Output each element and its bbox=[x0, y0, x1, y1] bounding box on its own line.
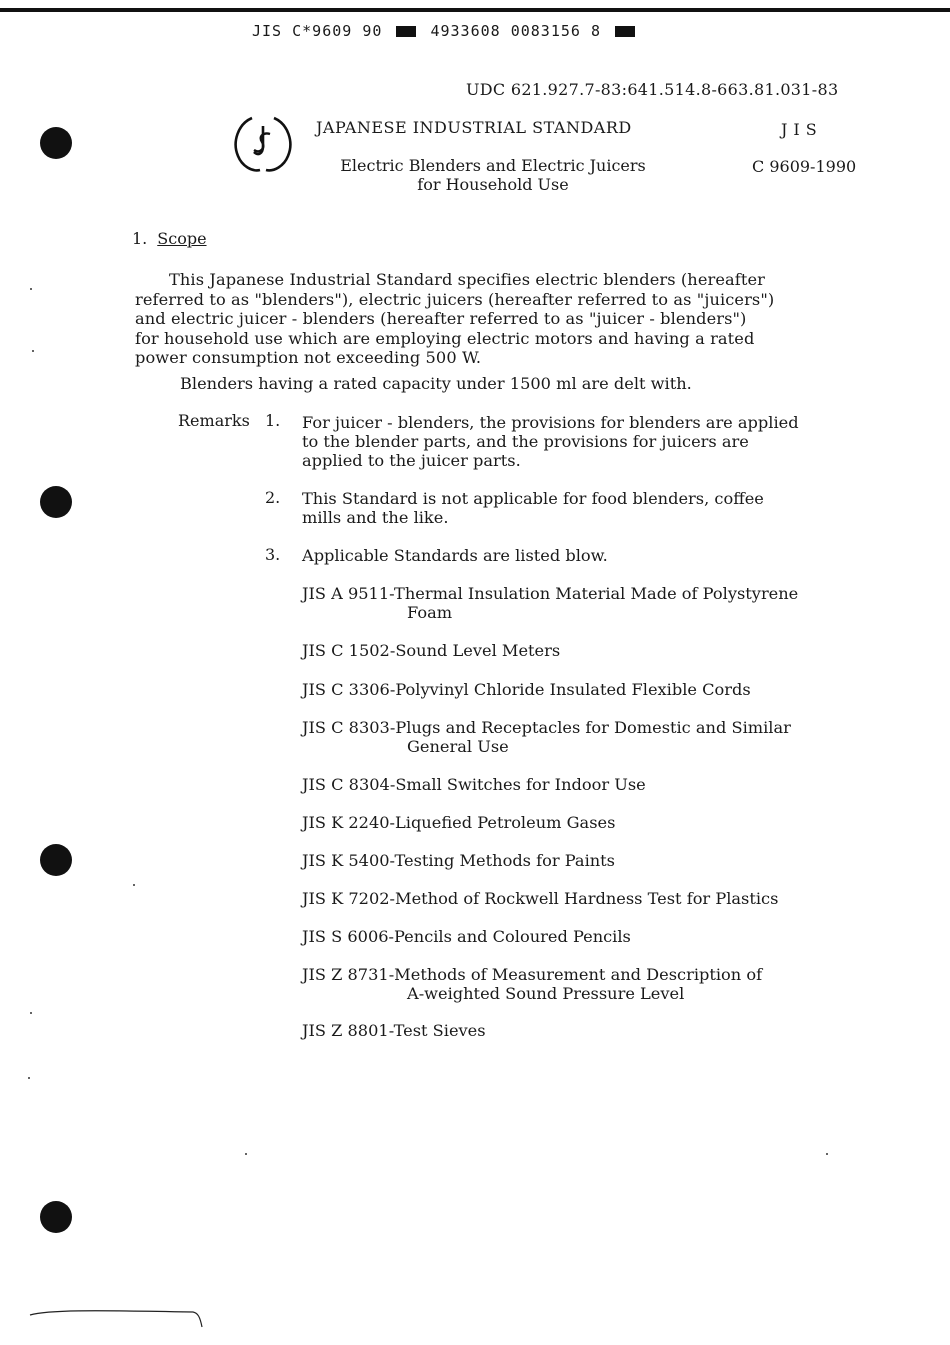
standard-reference bbox=[302, 718, 882, 756]
binder-hole bbox=[40, 1201, 72, 1233]
scan-speck bbox=[245, 1153, 247, 1155]
page-corner-mark bbox=[28, 1309, 203, 1339]
jis-mark: JIS bbox=[781, 120, 823, 139]
remark-line: This Standard is not applicable for food blenders, coffee bbox=[302, 489, 764, 508]
binder-hole bbox=[40, 486, 72, 518]
header-code-left: JIS C*9609 90 bbox=[252, 22, 383, 40]
scan-speck bbox=[133, 884, 135, 886]
paragraph-line: referred to as "blenders"), electric juicers (hereafter referred to as "juicers") bbox=[135, 289, 775, 309]
document-header-code bbox=[252, 22, 639, 40]
standard-reference bbox=[302, 680, 882, 699]
remarks-label: Remarks bbox=[178, 411, 250, 430]
section-heading bbox=[132, 229, 207, 248]
standard-reference-text: JIS A 9511-Thermal Insulation Material Made of Polystyrene bbox=[302, 584, 799, 603]
capacity-paragraph: Blenders having a rated capacity under 1500 ml are delt with. bbox=[180, 374, 692, 393]
paragraph-line: and electric juicer - blenders (hereafter referred to as "juicer - blenders") bbox=[135, 309, 747, 329]
standard-reference-text: JIS C 1502-Sound Level Meters bbox=[302, 641, 561, 660]
binder-hole bbox=[40, 844, 72, 876]
standard-reference bbox=[302, 775, 882, 794]
scan-speck bbox=[30, 288, 32, 290]
standard-reference-text: JIS C 8303-Plugs and Receptacles for Domestic and Similar bbox=[302, 718, 791, 737]
organization-title: JAPANESE INDUSTRIAL STANDARD bbox=[316, 118, 632, 137]
scan-speck bbox=[826, 1153, 828, 1155]
remark-line: For juicer - blenders, the provisions for blenders are applied bbox=[302, 413, 799, 432]
remark-number: 2. bbox=[265, 488, 281, 507]
scan-speck bbox=[30, 1012, 32, 1014]
standard-reference-cont: Foam bbox=[407, 603, 453, 622]
scan-speck bbox=[28, 1077, 30, 1079]
barcode-block bbox=[396, 26, 416, 37]
remark-line: mills and the like. bbox=[302, 508, 449, 527]
scope-paragraph bbox=[135, 270, 875, 368]
standard-reference-text: JIS S 6006-Pencils and Coloured Pencils bbox=[302, 927, 631, 946]
standard-reference bbox=[302, 889, 882, 908]
standard-reference-cont: A-weighted Sound Pressure Level bbox=[407, 984, 685, 1003]
standard-reference-text: JIS K 2240-Liquefied Petroleum Gases bbox=[302, 813, 616, 832]
standard-title-line1: Electric Blenders and Electric Juicers bbox=[340, 156, 646, 175]
remark-text bbox=[302, 413, 882, 470]
standard-number: C 9609-1990 bbox=[752, 157, 857, 176]
jis-logo-icon bbox=[230, 112, 296, 178]
remark-text bbox=[302, 489, 882, 527]
standard-reference bbox=[302, 813, 882, 832]
standard-title bbox=[318, 156, 668, 194]
standard-reference bbox=[302, 965, 882, 1003]
paragraph-line: for household use which are employing electric motors and having a rated bbox=[135, 328, 755, 348]
standard-reference bbox=[302, 851, 882, 870]
remark-line: applied to the juicer parts. bbox=[302, 451, 521, 470]
remark-number: 1. bbox=[265, 411, 281, 430]
paragraph-line: power consumption not exceeding 500 W. bbox=[135, 348, 482, 368]
top-border bbox=[0, 8, 950, 12]
paragraph-line: This Japanese Industrial Standard specifies electric blenders (hereafter bbox=[169, 270, 765, 289]
standard-reference-text: JIS K 5400-Testing Methods for Paints bbox=[302, 851, 615, 870]
standard-reference-text: JIS Z 8731-Methods of Measurement and Description of bbox=[302, 965, 763, 984]
standard-title-line2: for Household Use bbox=[417, 175, 569, 194]
standard-reference-text: JIS Z 8801-Test Sieves bbox=[302, 1021, 486, 1040]
remark-text bbox=[302, 546, 882, 565]
header-code-mid: 4933608 0083156 8 bbox=[430, 22, 601, 40]
remark-line: to the blender parts, and the provisions for juicers are bbox=[302, 432, 749, 451]
binder-hole bbox=[40, 127, 72, 159]
standard-reference bbox=[302, 584, 882, 622]
remark-line: Applicable Standards are listed blow. bbox=[302, 546, 608, 565]
remark-number: 3. bbox=[265, 545, 281, 564]
standard-reference bbox=[302, 1021, 882, 1040]
barcode-block bbox=[615, 26, 635, 37]
standard-reference-text: JIS C 3306-Polyvinyl Chloride Insulated Flexible Cords bbox=[302, 680, 751, 699]
standard-reference bbox=[302, 641, 882, 660]
section-number: 1. bbox=[132, 229, 148, 248]
standard-reference-text: JIS K 7202-Method of Rockwell Hardness Test for Plastics bbox=[302, 889, 779, 908]
standard-reference-text: JIS C 8304-Small Switches for Indoor Use bbox=[302, 775, 646, 794]
standard-reference bbox=[302, 927, 882, 946]
section-title: Scope bbox=[157, 229, 207, 248]
udc-classification: UDC 621.927.7-83:641.514.8-663.81.031-83 bbox=[466, 80, 839, 99]
standard-reference-cont: General Use bbox=[407, 737, 509, 756]
scan-speck bbox=[32, 350, 34, 352]
